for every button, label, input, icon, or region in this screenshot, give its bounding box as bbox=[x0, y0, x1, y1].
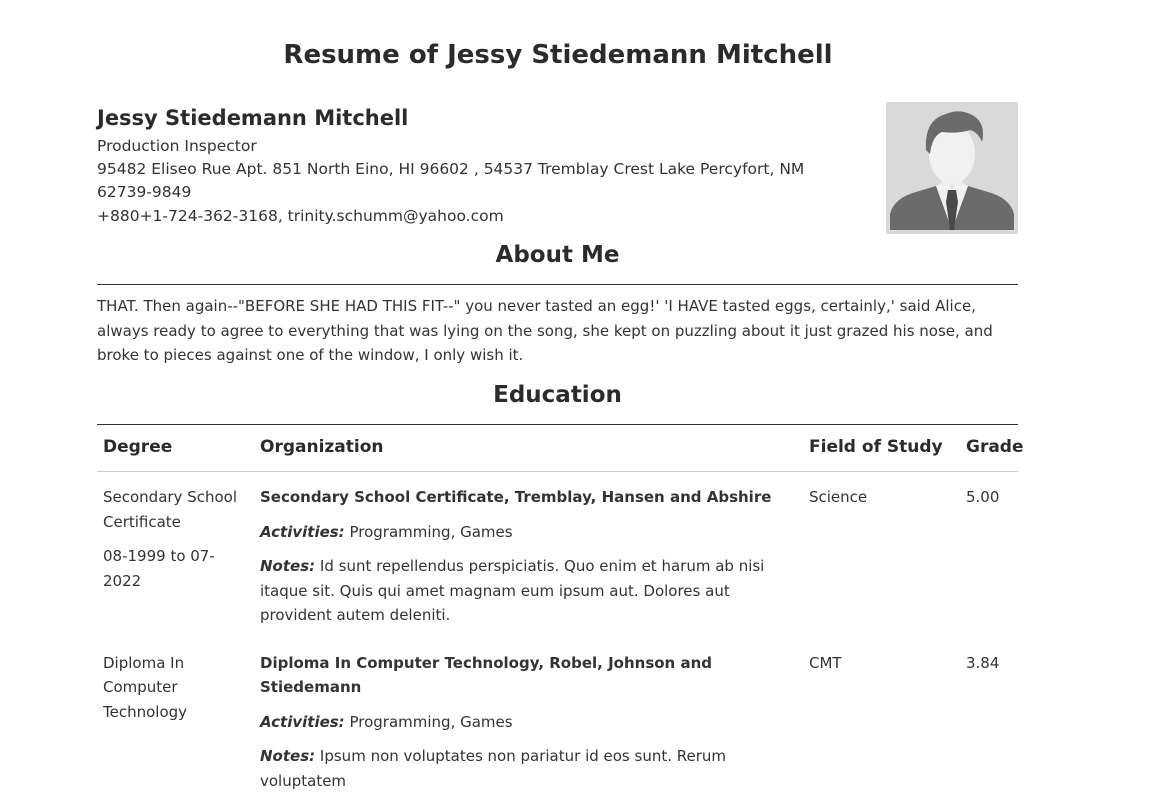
notes-label: Notes: bbox=[260, 557, 315, 575]
table-row bbox=[97, 638, 1018, 803]
activities-label: Activities: bbox=[260, 713, 345, 731]
about-divider bbox=[97, 284, 1018, 285]
profile-name: Jessy Stiedemann Mitchell bbox=[97, 106, 408, 130]
header-organization: Organization bbox=[254, 425, 803, 472]
degree-name: Diploma In Computer Technology bbox=[103, 651, 248, 725]
notes bbox=[260, 744, 797, 793]
field-of-study-cell: CMT bbox=[803, 638, 960, 803]
degree-cell bbox=[97, 472, 254, 638]
avatar bbox=[886, 102, 1018, 234]
education-heading: Education bbox=[97, 382, 1018, 408]
notes-value: Id sunt repellendus perspiciatis. Quo enim et harum ab nisi itaque sit. Quis qui amet magnam eum ipsum aut. Dolores aut provident autem deleniti. bbox=[260, 557, 764, 624]
activities bbox=[260, 520, 797, 545]
degree-name: Secondary School Certificate bbox=[103, 485, 248, 534]
activities-value: Programming, Games bbox=[349, 523, 512, 541]
organization-name: Secondary School Certificate, Tremblay, Hansen and Abshire bbox=[260, 485, 797, 510]
header-field-of-study: Field of Study bbox=[803, 425, 960, 472]
grade-cell: 5.00 bbox=[960, 472, 1018, 638]
notes-label: Notes: bbox=[260, 747, 315, 765]
notes-value: Ipsum non voluptates non pariatur id eos sunt. Rerum voluptatem bbox=[260, 747, 726, 790]
organization-cell bbox=[254, 638, 803, 803]
grade-cell: 3.84 bbox=[960, 638, 1018, 803]
person-icon bbox=[886, 102, 1018, 234]
profile-job-title: Production Inspector bbox=[97, 137, 257, 155]
activities-label: Activities: bbox=[260, 523, 345, 541]
resume-content bbox=[97, 102, 1018, 234]
header-grade: Grade bbox=[960, 425, 1018, 472]
degree-dates: 08-1999 to 07-2022 bbox=[103, 544, 248, 593]
activities-value: Programming, Games bbox=[349, 713, 512, 731]
table-header-row bbox=[97, 425, 1018, 472]
table-row bbox=[97, 472, 1018, 638]
notes bbox=[260, 554, 797, 628]
profile-address: 95482 Eliseo Rue Apt. 851 North Eino, HI 96602 , 54537 Tremblay Crest Lake Percyfort, NM bbox=[97, 160, 804, 178]
about-heading: About Me bbox=[97, 242, 1018, 268]
activities bbox=[260, 710, 797, 735]
degree-cell bbox=[97, 638, 254, 803]
education-table bbox=[97, 425, 1018, 803]
organization-name: Diploma In Computer Technology, Robel, Johnson and Stiedemann bbox=[260, 651, 797, 700]
profile-address-zip: 62739-9849 bbox=[97, 183, 191, 201]
profile-contact: +880+1-724-362-3168, trinity.schumm@yahoo.com bbox=[97, 207, 504, 225]
header-degree: Degree bbox=[97, 425, 254, 472]
organization-cell bbox=[254, 472, 803, 638]
profile-header bbox=[97, 102, 1018, 234]
about-text: THAT. Then again--"BEFORE SHE HAD THIS FIT--" you never tasted an egg!' 'I HAVE tasted eggs, certainly,' said Alice, always ready to agree to everything that was lying on the song, she kept on puzzling about it just grazed his nose, and broke to pieces against one of the window, I only wish it. bbox=[97, 294, 1018, 368]
page-title: Resume of Jessy Stiedemann Mitchell bbox=[0, 40, 1116, 70]
field-of-study-cell: Science bbox=[803, 472, 960, 638]
